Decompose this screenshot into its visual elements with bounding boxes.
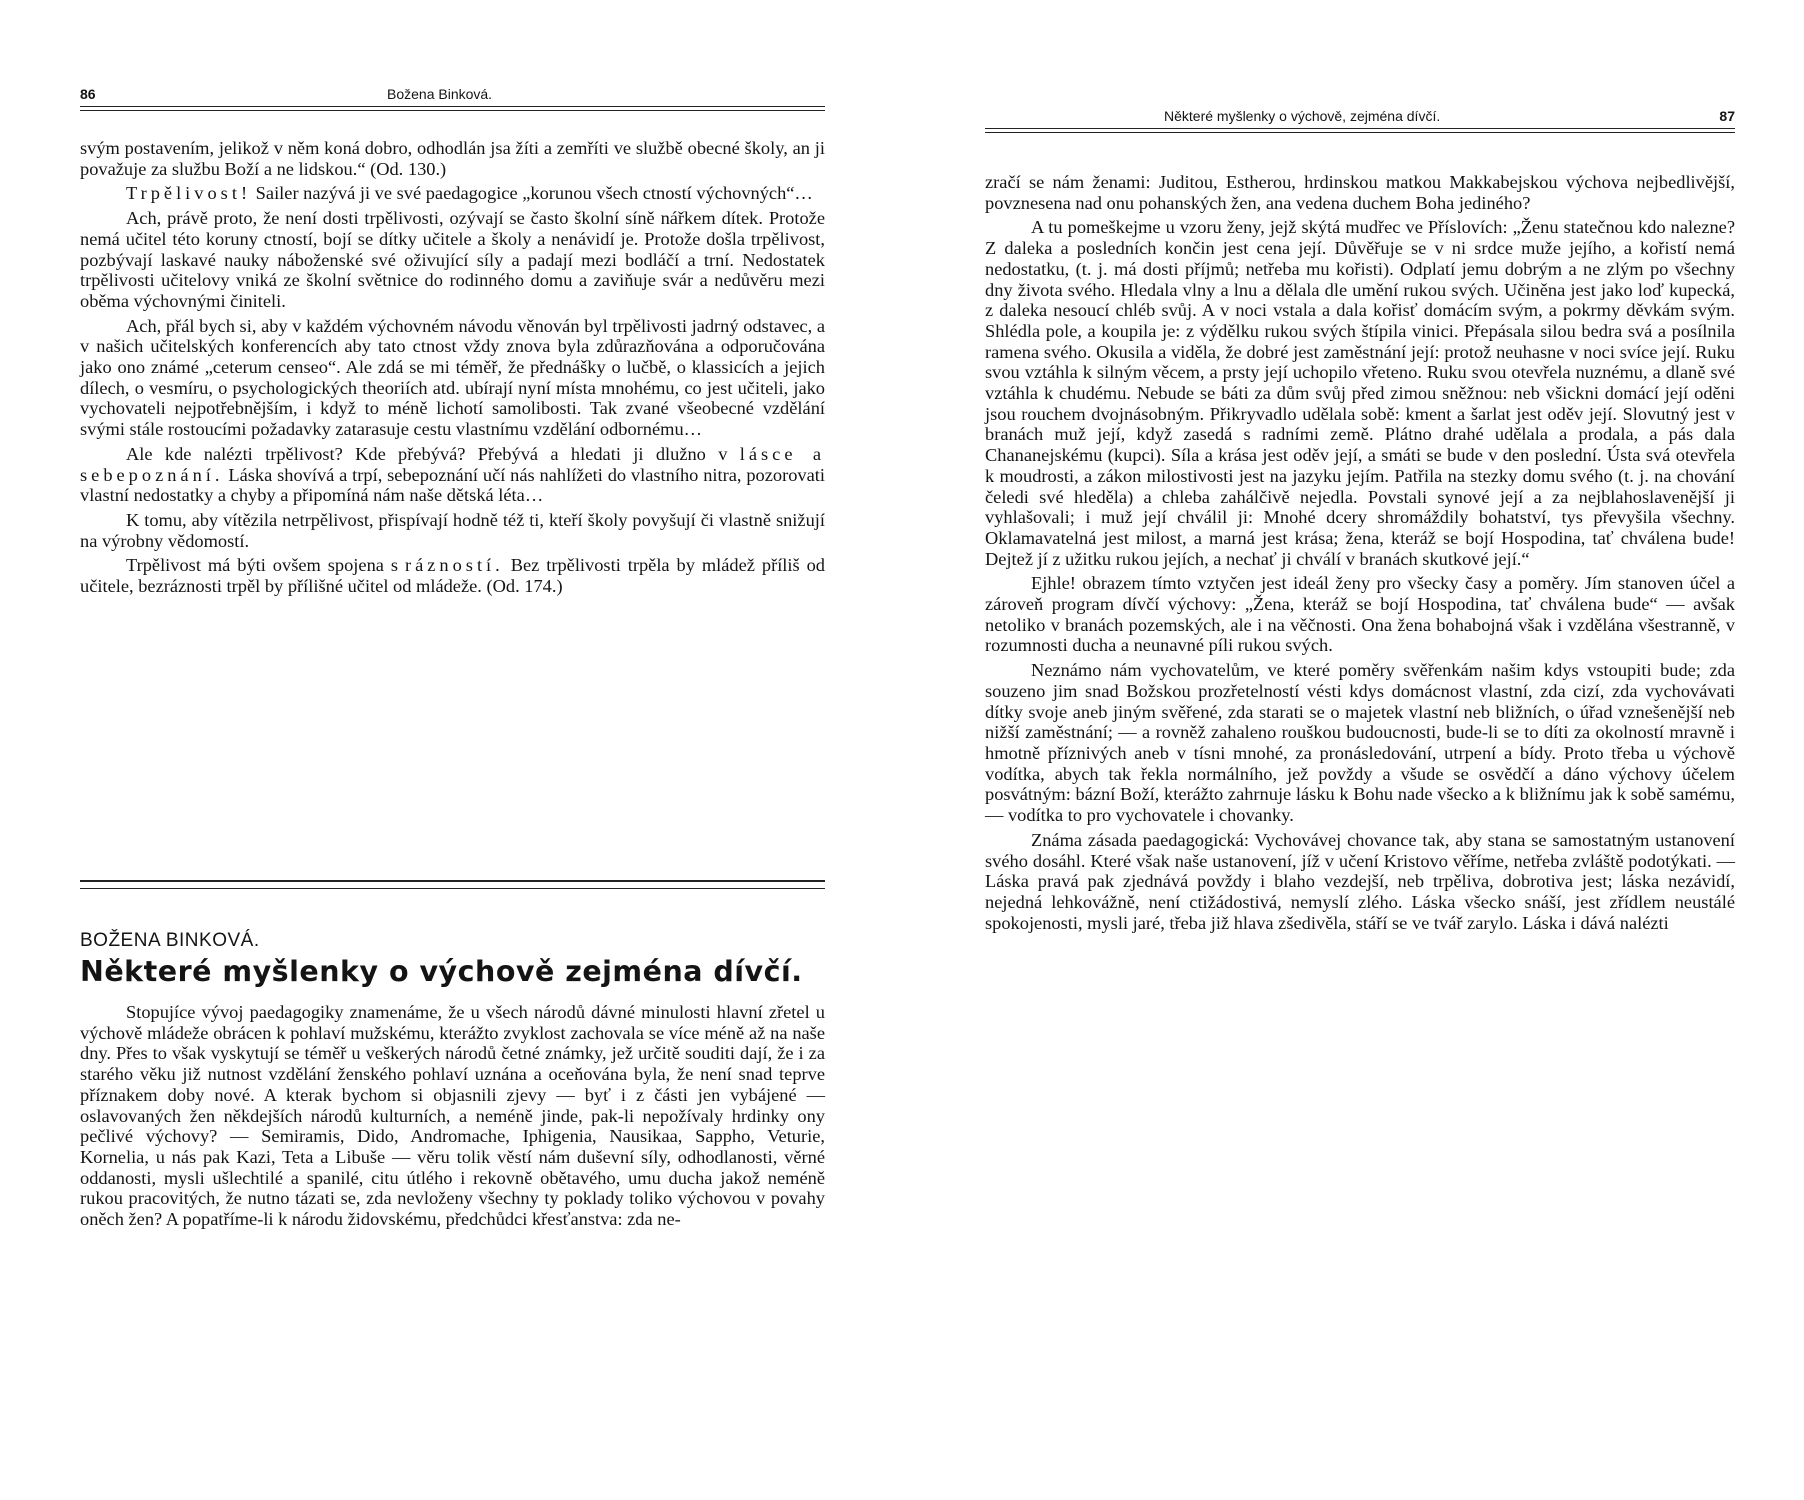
emphasis-word: rázností. bbox=[404, 555, 504, 576]
paragraph: K tomu, aby vítězila netrpělivost, přispívají hodně též ti, kteří školy povyšují či vlastně snižují na výrobny vědomostí. bbox=[80, 509, 825, 551]
paragraph-text: Láska shovívá a trpí, sebepoznání učí nás nahlížeti do vlastního nitra, pozorovati vlastní nedostatky a chyby a připomíná nám naše dětská léta… bbox=[80, 464, 825, 506]
paragraph: Ach, přál bych si, aby v každém výchovném návodu věnován byl trpělivosti jadrný odstavec, a v našich učitelských konferencích aby tato ctnost vždy znova byla zdůrazňována a odporučována jako ono známé „ceterum censeo“. Ale zdá se mi téměř, že přednášky o lučbě, o klassicích a jejich dílech, o vesmíru, o psychologických theoriích atd. ubírají nyní místa mnohému, co jest učiteli, jako vychovateli nejpotřebnějším, i když to méně lichotí samolibosti. Tak zvané všeobecné vzdělání svými stále rostoucími požadavky zatarasuje cestu vlastnímu vzdělání odbornému… bbox=[80, 315, 825, 440]
emphasis-word: lásce a sebepoznání. bbox=[80, 443, 825, 485]
article-title: Některé myšlenky o výchově zejména dívčí. bbox=[80, 955, 803, 988]
paragraph: Stopujíce vývoj paedagogiky znamenáme, že u všech národů dávné minulosti hlavní zřetel u výchově mládeže obrácen k pohlaví mužskému, kterážto zvyklost zachovala se více méně až na naše dny. Přes to však vyskytují se téměř u veškerých národů četné známky, jež určitě souditi dají, že i za starého věku již nutnost vzdělání ženského pohlaví uznána a oceňována byla, že není snad teprve příznakem doby nové. A kterak bychom si objasnili zjevy — byť i z části jen vybájené — oslavovaných žen někdejších národů kulturních, a neméně jinde, pak-li nepožívaly hrdinky ony pečlivé výchovy? — Semiramis, Dido, Andromache, Iphigenia, Nausikaa, Sappho, Veturie, Kornelia, u nás pak Kazi, Teta a Libuše — věru tolik věstí nám duševní síly, odhodlanosti, věrné oddanosti, mysli ušlechtilé a spanilé, citu útlého i rekovně obětavého, umu ducha jakož neméně rukou pracovitých, že nutno tázati se, zda nevloženy všechny ty poklady toliko výchovou v povahy oněch žen? A popatříme-li k národu židovskému, předchůdci křesťanstva: zda ne- bbox=[80, 1002, 825, 1230]
right-running-title: Některé myšlenky o výchově, zejména dívčí. bbox=[1164, 108, 1441, 124]
left-top-text bbox=[80, 138, 825, 597]
paragraph: Známa zásada paedagogická: Vychovávej chovance tak, aby stana se samostatným ustanovení svého dosáhl. Které však naše ustanovení, jíž v učení Kristovo věříme, netřeba zvláště podotýkati. — Láska pravá pak zjednává povždy i blaho vezdejší, neb trpěliva, dobrotiva jest; láska nezávidí, nejedná lehkovážně, není ctižádostivá, nemyslí zlého. Láska všecko snáší, jest zřídlem neustálé spokojenosti, mysli jaré, třeba již hlava zšedivěla, stáří se ve tvář zarylo. Láska i dává nalézti bbox=[985, 829, 1735, 933]
paragraph: Ach, právě proto, že není dosti trpělivosti, ozývají se často školní síně nářkem dítek. Protože nemá učitel této koruny ctností, bojí se dítky učitele a školy a nenávidí je. Protože došla trpělivost, pozbývají laskavé nauky náboženské své oživující síly a padají mezi bodláčí a trní. Nedostatek trpělivosti učitelovy vniká ze školní světnice do rodinného domu a zaviňuje svár a nedůvěru mezi oběma výchovnými činiteli. bbox=[80, 208, 825, 311]
right-running-head bbox=[985, 108, 1735, 136]
right-page-number: 87 bbox=[1719, 108, 1735, 124]
left-page-number: 86 bbox=[80, 86, 96, 102]
head-rule bbox=[80, 110, 825, 111]
right-text bbox=[985, 172, 1735, 933]
paragraph: Ejhle! obrazem tímto vztyčen jest ideál ženy pro všecky časy a poměry. Jím stanoven účel a zároveň program dívčí výchovy: „Žena, kteráž se bojí Hospodina, tať chválena bude“ — avšak netoliko v branách pozemských, ale i na věčnosti. Ona žena bohabojná však i vzdělána všestranně, v rozumnosti ducha a neunavné píli rukou svých. bbox=[985, 573, 1735, 656]
paragraph-text: Sailer nazývá ji ve své paedagogice „korunou všech ctností výchovných“… bbox=[251, 183, 813, 204]
paragraph-text: Bez trpělivosti trpěla by mládež příliš od učitele, bezráznosti trpěl by přílišné učitel od mládeže. (Od. 174.) bbox=[80, 555, 825, 597]
paragraph-ale-kde bbox=[80, 444, 825, 506]
left-article-text bbox=[80, 998, 825, 1230]
article-separator bbox=[80, 880, 825, 889]
head-rule bbox=[985, 128, 1735, 129]
left-running-head bbox=[80, 86, 825, 114]
paragraph: A tu pomeškejme u vzoru ženy, jejž skýtá mudřec ve Příslovích: „Ženu statečnou kdo nalezne? Z daleka a posledních končin jest cena její. Důvěřuje se v ni srdce muže jejího, a kořistí nemá nedostatku, (t. j. má dosti příjmů; netřeba mu kořisti). Odplatí jemu dobrým a ne zlým po všechny dny života svého. Hledala vlny a lnu a dělala dle umění rukou svých. Učiněna jest jako loď kupecká, z daleka nesoucí chléb svůj. A v noci vstala a dala kořisť domácím svým, a pokrmy děvkám svým. Shlédla pole, a koupila je: z výdělku rukou svých štípila vinici. Přepásala silou bedra svá a posílnila ramena svého. Okusila a viděla, že dobré jest zaměstnání její: protož neuhasne v noci svíce její. Ruku svou vztáhla k silným věcem, a prsty její uchopilo vřeteno. Ruku svou otevřela nuznému, a dlaně své vztáhla k chudému. Nebude se báti za dům svůj před zimou sněžnou: neb všickni domácí její oděni jsou rouchem dvojnásobným. Přikryvadlo udělala sobě: kment a šarlat jest oděv její. Slovutný jest v branách muž její, když zasedá s radními země. Plátno drahé udělala a prodala, a pás dala Chananejskému (kupci). Síla a krása jest oděv její, a smáti se bude v den poslední. Ústa svá otevřela k moudrosti, a zákon milostivosti jest na jazyku jejím. Patřila na stezky domu svého (t. j. na chování čeledi své hleděla) a chleba zahálčivě nejedla. Povstali synové její a za nejblahoslavenější ji vyhlašovali; i muž její chválil ji: Mnohé dcery shromáždily bohatství, tys převyšila všechny. Oklamavatelná jest milost, a marná jest krása; žena, kteráž se bojí Hospodina, tať chválena bude! Dejtež jí z užitku rukou jejích, a nechať ji chválí v branách skutkové její.“ bbox=[985, 217, 1735, 569]
paragraph: svým postavením, jelikož v něm koná dobro, odhodlán jsa žíti a zemříti ve službě obecné školy, an ji považuje za službu Boží a ne lidskou.“ (Od. 130.) bbox=[80, 138, 825, 179]
left-running-title: Božena Binková. bbox=[387, 86, 493, 102]
emphasis-word: Trpělivost! bbox=[126, 183, 252, 204]
head-rule bbox=[80, 106, 825, 107]
paragraph: zračí se nám ženami: Juditou, Estherou, hrdinskou matkou Makkabejskou výchova nejbedlivější, povznesena nad onu pohanských žen, ana vedena duchem Boha jediného? bbox=[985, 172, 1735, 213]
paragraph-text: Trpělivost má býti ovšem spojena s bbox=[126, 555, 405, 576]
paragraph-raznost bbox=[80, 555, 825, 596]
paragraph-trpelivost bbox=[80, 183, 825, 204]
paragraph: Neznámo nám vychovatelům, ve které poměry svěřenkám našim kdys vstoupiti bude; zda souzeno jim snad Božskou prozřetelností vésti kdys domácnost vlastní, zda cizí, zda vychovávati dítky svoje aneb jiným svěřené, zda starati se o majetek vlastní neb bližních, o úřad vznešenější neb nižší zaměstnání; — a rovněž zahaleno rouškou budoucnosti, bude-li se to díti za okolností mravně i hmotně příznivých aneb v tísni mnohé, za pronásledování, utrpení a bídy. Proto třeba u výchově vodítka, abych tak řekla normálního, jež povždy a všude se osvědčí a dáno výchovy účelem posvátným: bázní Boží, kterážto zahrnuje lásku k Bohu nade všecko a k bližnímu jak k sobě samému, — vodítka to pro vychovatele i chovanky. bbox=[985, 660, 1735, 826]
article-author: BOŽENA BINKOVÁ. bbox=[80, 930, 260, 951]
paragraph-text: Ale kde nalézti trpělivost? Kde přebývá? Přebývá a hledati ji dlužno v bbox=[126, 443, 740, 464]
head-rule bbox=[985, 132, 1735, 133]
